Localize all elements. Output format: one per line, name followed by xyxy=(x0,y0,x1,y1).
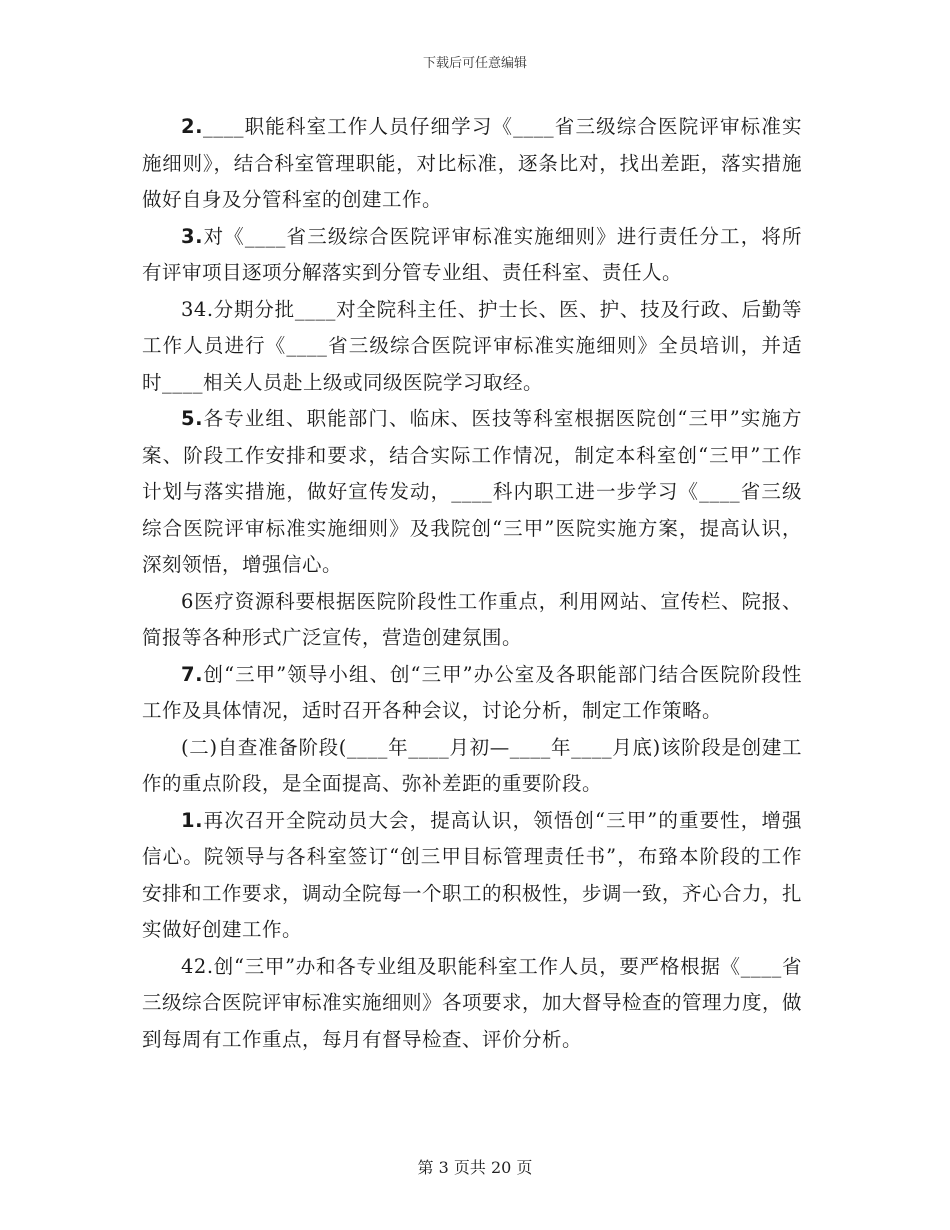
paragraph-text: 对《____省三级综合医院评审标准实施细则》进行责任分工，将所有评审项目逐项分解落实到分管专业组、责任科室、责任人。 xyxy=(142,224,802,284)
paragraph-text: 再次召开全院动员大会，提高认识，领悟创“三甲”的重要性，增强信心。院领导与各科室签订“创三甲目标管理责任书”，布臵本阶段的工作安排和工作要求，调动全院每一个职工的积极性，步调一致，齐心合力，扎实做好创建工作。 xyxy=(142,808,803,941)
paragraph-34 xyxy=(142,292,802,402)
paragraph-2 xyxy=(142,109,802,219)
paragraph-text: (二)自查准备阶段(____年____月初—____年____月底)该阶段是创建工作的重点阶段，是全面提高、弥补差距的重要阶段。 xyxy=(142,735,802,795)
paragraph-7 xyxy=(142,657,802,730)
paragraph-text: 创“三甲”领导小组、创“三甲”办公室及各职能部门结合医院阶段性工作及具体情况，适时召开各种会议，讨论分析，制定工作策略。 xyxy=(142,662,802,722)
item-number: 7. xyxy=(181,662,203,686)
paragraph-text: 6医疗资源科要根据医院阶段性工作重点，利用网站、宣传栏、院报、简报等各种形式广泛宣传，营造创建氛围。 xyxy=(142,589,802,649)
page-header: 下载后可任意编辑 xyxy=(422,56,527,71)
paragraph-section-2 xyxy=(142,730,802,803)
paragraph-5 xyxy=(142,401,802,584)
item-number: 1. xyxy=(181,808,203,832)
item-number: 2. xyxy=(181,115,203,138)
paragraph-text: 42.创“三甲”办和各专业组及职能科室工作人员，要严格根据《____省三级综合医院评审标准实施细则》各项要求，加大督导检查的管理力度，做到每周有工作重点，每月有督导检查、评价分析。 xyxy=(142,954,803,1051)
document-body xyxy=(142,109,802,1058)
paragraph-text: 各专业组、职能部门、临床、医技等科室根据医院创“三甲”实施方案、阶段工作安排和要求，结合实际工作情况，制定本科室创“三甲”工作计划与落实措施，做好宣传发动，____科内职工进一步学习《____省三级综合医院评审标准实施细则》及我院创“三甲”医院实施方案，提高认识，深刻领悟，增强信心。 xyxy=(142,407,802,576)
paragraph-42 xyxy=(142,949,802,1059)
page-footer: 第 3 页共 20 页 xyxy=(417,1158,533,1177)
paragraph-6 xyxy=(142,584,802,657)
item-number: 3. xyxy=(181,224,203,248)
paragraph-text: ____职能科室工作人员仔细学习《____省三级综合医院评审标准实施细则》，结合科室管理职能，对比标准，逐条比对，找出差距，落实措施做好自身及分管科室的创建工作。 xyxy=(142,115,802,211)
paragraph-text: 34.分期分批____对全院科主任、护士长、医、护、技及行政、后勤等工作人员进行《____省三级综合医院评审标准实施细则》全员培训，并适时____相关人员赴上级或同级医院学习取经。 xyxy=(142,297,802,394)
paragraph-3 xyxy=(142,219,802,292)
item-number: 5. xyxy=(181,407,203,430)
paragraph-1 xyxy=(142,803,802,949)
